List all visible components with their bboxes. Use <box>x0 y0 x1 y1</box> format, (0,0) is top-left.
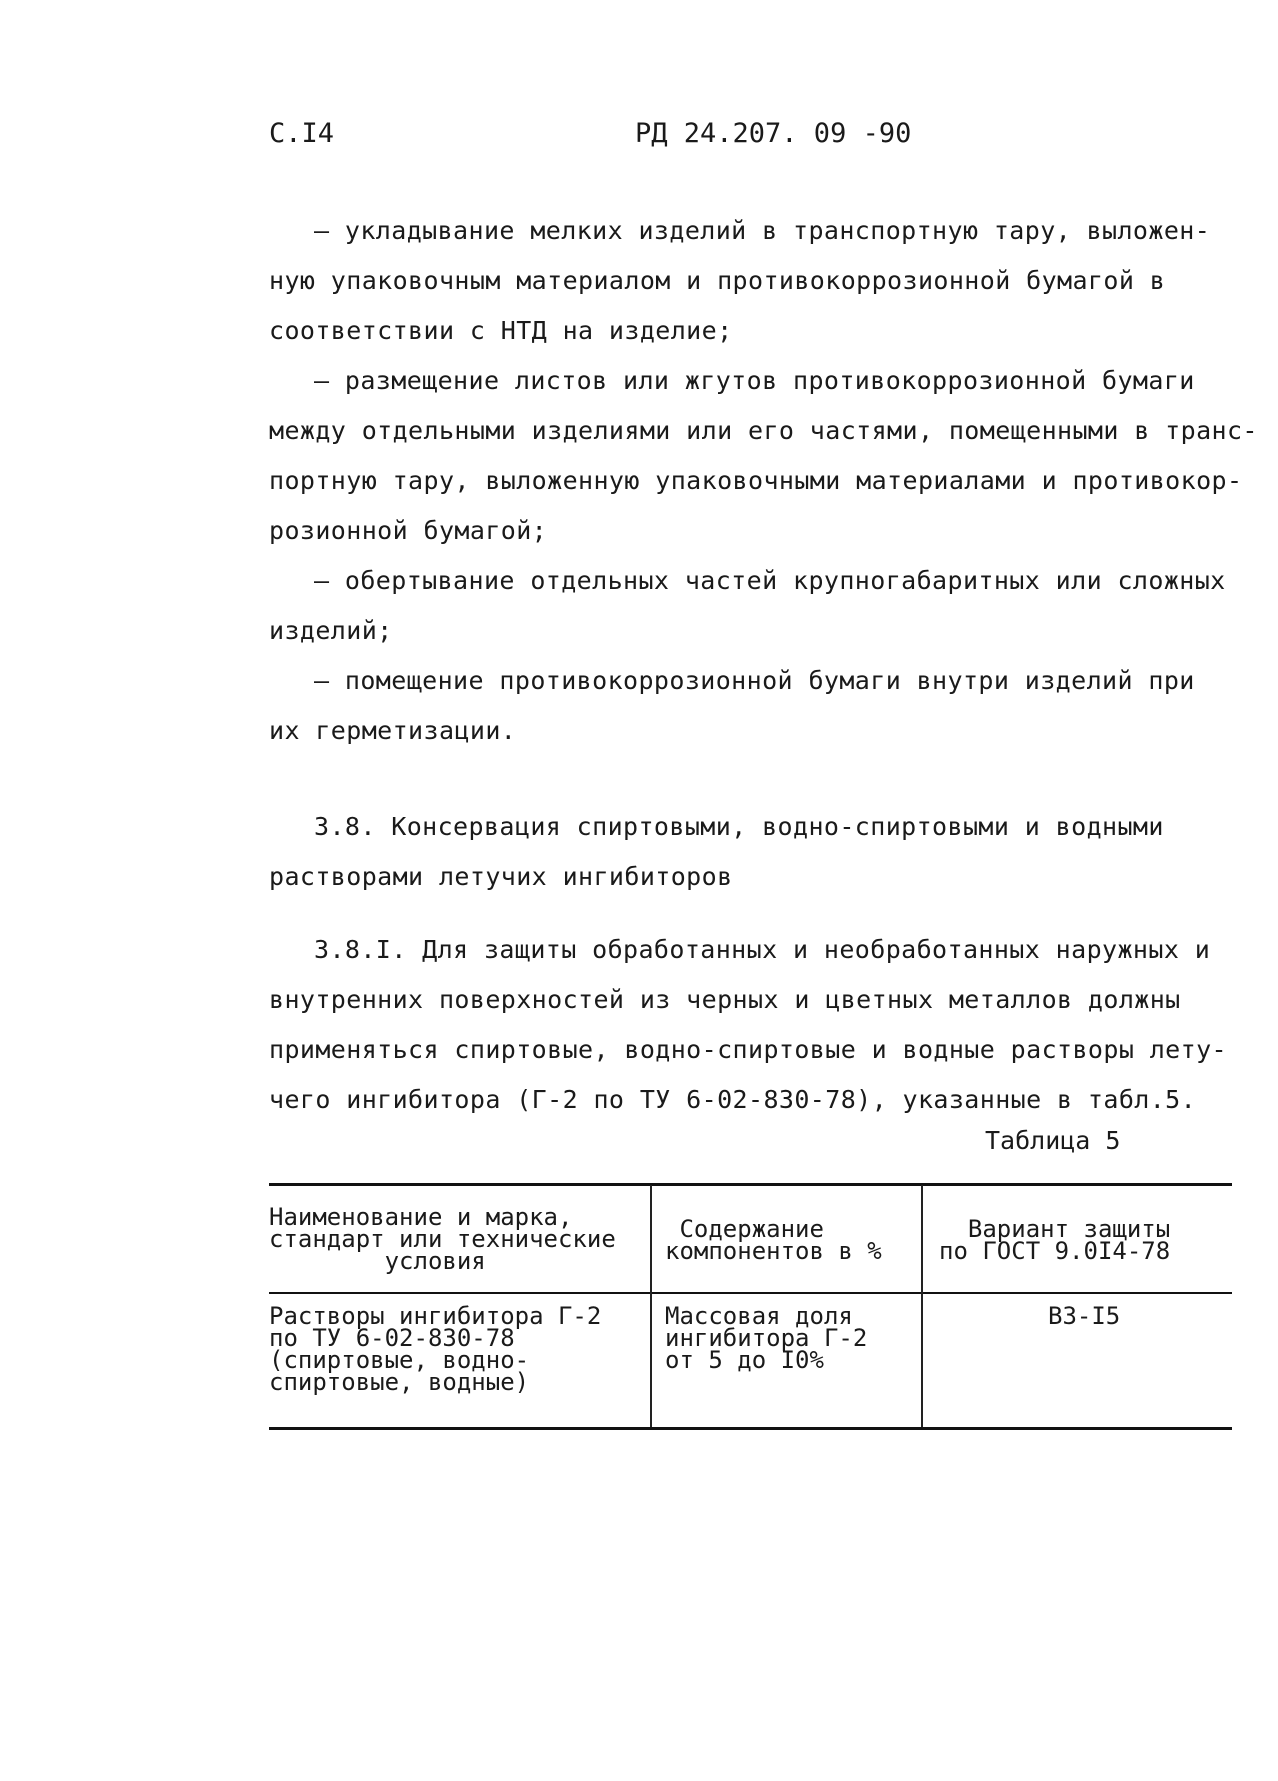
page-number: С.I4 <box>269 118 335 149</box>
table-cell: Растворы ингибитора Г-2 по ТУ 6-02-830-78 (спиртовые, водно- спиртовые, водные) <box>269 1302 602 1396</box>
paragraph-line: применяться спиртовые, водно-спиртовые и водные растворы лету- <box>269 1035 1227 1064</box>
paragraph-line: внутренних поверхностей из черных и цветных металлов должны <box>269 985 1181 1014</box>
section-title: 3.8. Консервация спиртовыми, водно-спиртовыми и водными <box>314 812 1164 841</box>
body-line: портную тару, выложенную упаковочными материалами и противокор- <box>269 466 1243 495</box>
table-header-cell: Содержание компонентов в % <box>665 1215 882 1265</box>
document-code: РД 24.207. 09 -90 <box>635 118 912 149</box>
table-cell: B3-I5 <box>1048 1302 1121 1330</box>
paragraph-line: чего ингибитора (Г-2 по ТУ 6-02-830-78), указанные в табл.5. <box>269 1085 1197 1114</box>
table-column-divider <box>921 1185 923 1427</box>
body-line: ную упаковочным материалом и противокоррозионной бумагой в <box>269 266 1166 295</box>
section-title: растворами летучих ингибиторов <box>269 862 733 891</box>
table-header-rule <box>269 1292 1232 1294</box>
table-column-divider <box>650 1185 652 1427</box>
table-top-rule <box>269 1183 1232 1186</box>
table-header-cell: Вариант защиты по ГОСТ 9.0I4-78 <box>939 1215 1171 1265</box>
body-line: – размещение листов или жгутов противокоррозионной бумаги <box>314 366 1195 395</box>
table-caption: Таблица 5 <box>985 1126 1121 1155</box>
body-line: – обертывание отдельных частей крупногабаритных или сложных <box>314 566 1226 595</box>
body-line: – укладывание мелких изделий в транспортную тару, выложен- <box>314 216 1211 245</box>
body-line: между отдельными изделиями или его частями, помещенными в транс- <box>269 416 1258 445</box>
body-line: их герметизации. <box>269 716 517 745</box>
table-header-cell: Наименование и марка, стандарт или технические условия <box>269 1203 616 1275</box>
body-line: изделий; <box>269 616 393 645</box>
table-cell: Массовая доля ингибитора Г-2 от 5 до I0% <box>665 1302 868 1374</box>
body-line: соответствии с НТД на изделие; <box>269 316 733 345</box>
table-bottom-rule <box>269 1427 1232 1430</box>
body-line: – помещение противокоррозионной бумаги внутри изделий при <box>314 666 1195 695</box>
body-line: розионной бумагой; <box>269 516 548 545</box>
paragraph-line: 3.8.I. Для защиты обработанных и необработанных наружных и <box>314 935 1211 964</box>
